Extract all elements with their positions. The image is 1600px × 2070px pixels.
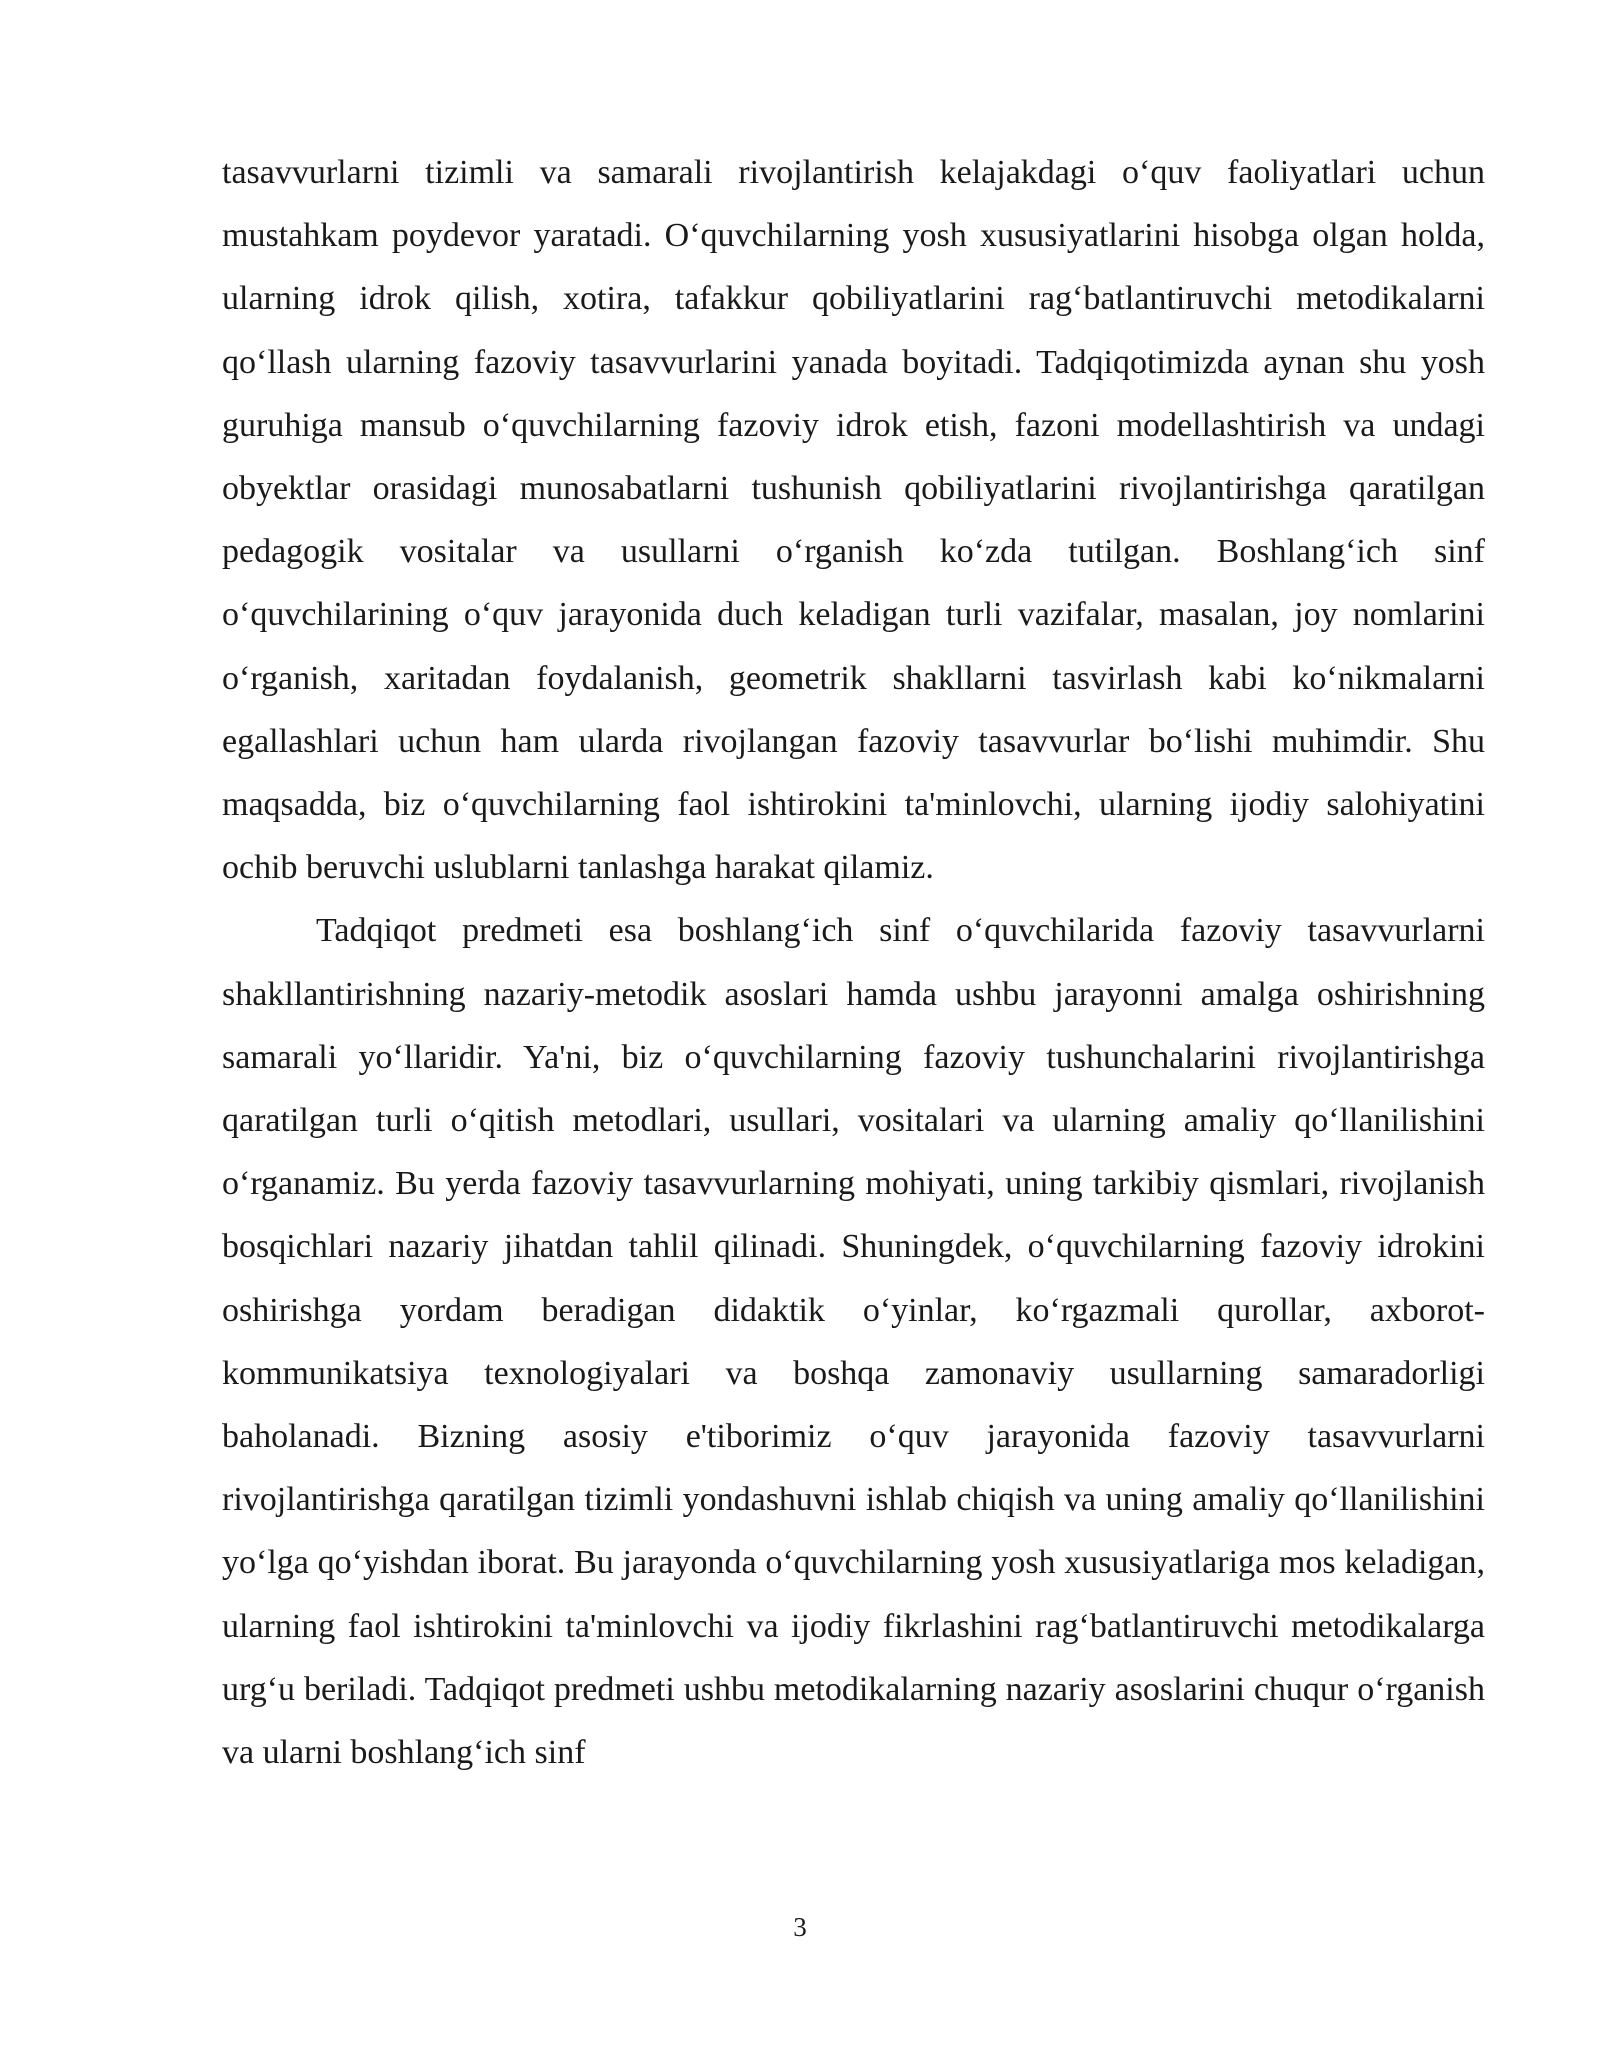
paragraph-continuation: tasavvurlarni tizimli va samarali rivojlantirish kelajakdagi o‘quv faoliyatlari uchun mustahkam poydevor yaratadi. O‘quvchilarning yosh xususiyatlarini hisobga olgan holda, ularning idrok qilish, xotira, tafakkur qobiliyatlarini rag‘batlantiruvchi metodikalarni qo‘llash ularning fazoviy tasavvurlarini yanada boyitadi. Tadqiqotimizda aynan shu yosh guruhiga mansub o‘quvchilarning fazoviy idrok etish, fazoni modellashtirish va undagi obyektlar orasidagi munosabatlarni tushunish qobiliyatlarini rivojlantirishga qaratilgan pedagogik vositalar va usullarni o‘rganish ko‘zda tutilgan. Boshlang‘ich sinf o‘quvchilarining o‘quv jarayonida duch keladigan turli vazifalar, masalan, joy nomlarini o‘rganish, xaritadan foydalanish, geometrik shakllarni tasvirlash kabi ko‘nikmalarni egallashlari uchun ham ularda rivojlangan fazoviy tasavvurlar bo‘lishi muhimdir. Shu maqsadda, biz o‘quvchilarning faol ishtirokini ta'minlovchi, ularning ijodiy salohiyatini ochib beruvchi uslublarni tanlashga harakat qilamiz. (222, 154, 1485, 887)
paragraph-research-subject: Tadqiqot predmeti esa boshlang‘ich sinf o‘quvchilarida fazoviy tasavvurlarni shakllantirishning nazariy-metodik asoslari hamda ushbu jarayonni amalga oshirishning samarali yo‘llaridir. Ya'ni, biz o‘quvchilarning fazoviy tushunchalarini rivojlantirishga qaratilgan turli o‘qitish metodlari, usullari, vositalari va ularning amaliy qo‘llanilishini o‘rganamiz. Bu yerda fazoviy tasavvurlarning mohiyati, uning tarkibiy qismlari, rivojlanish bosqichlari nazariy jihatdan tahlil qilinadi. Shuningdek, o‘quvchilarning fazoviy idrokini oshirishga yordam beradigan didaktik o‘yinlar, ko‘rgazmali qurollar, axborot-kommunikatsiya texnologiyalari va boshqa zamonaviy usullarning samaradorligi baholanadi. Bizning asosiy e'tiborimiz o‘quv jarayonida fazoviy tasavvurlarni rivojlantirishga qaratilgan tizimli yondashuvni ishlab chiqish va uning amaliy qo‘llanilishini yo‘lga qo‘yishdan iborat. Bu jarayonda o‘quvchilarning yosh xususiyatlariga mos keladigan, ularning faol ishtirokini ta'minlovchi va ijodiy fikrlashini rag‘batlantiruvchi metodikalarga urg‘u beriladi. Tadqiqot predmeti ushbu metodikalarning nazariy asoslarini chuqur o‘rganish va ularni boshlang‘ich sinf (222, 912, 1485, 1772)
page-number: 3 (793, 1912, 807, 1942)
body-text (222, 141, 1485, 1784)
